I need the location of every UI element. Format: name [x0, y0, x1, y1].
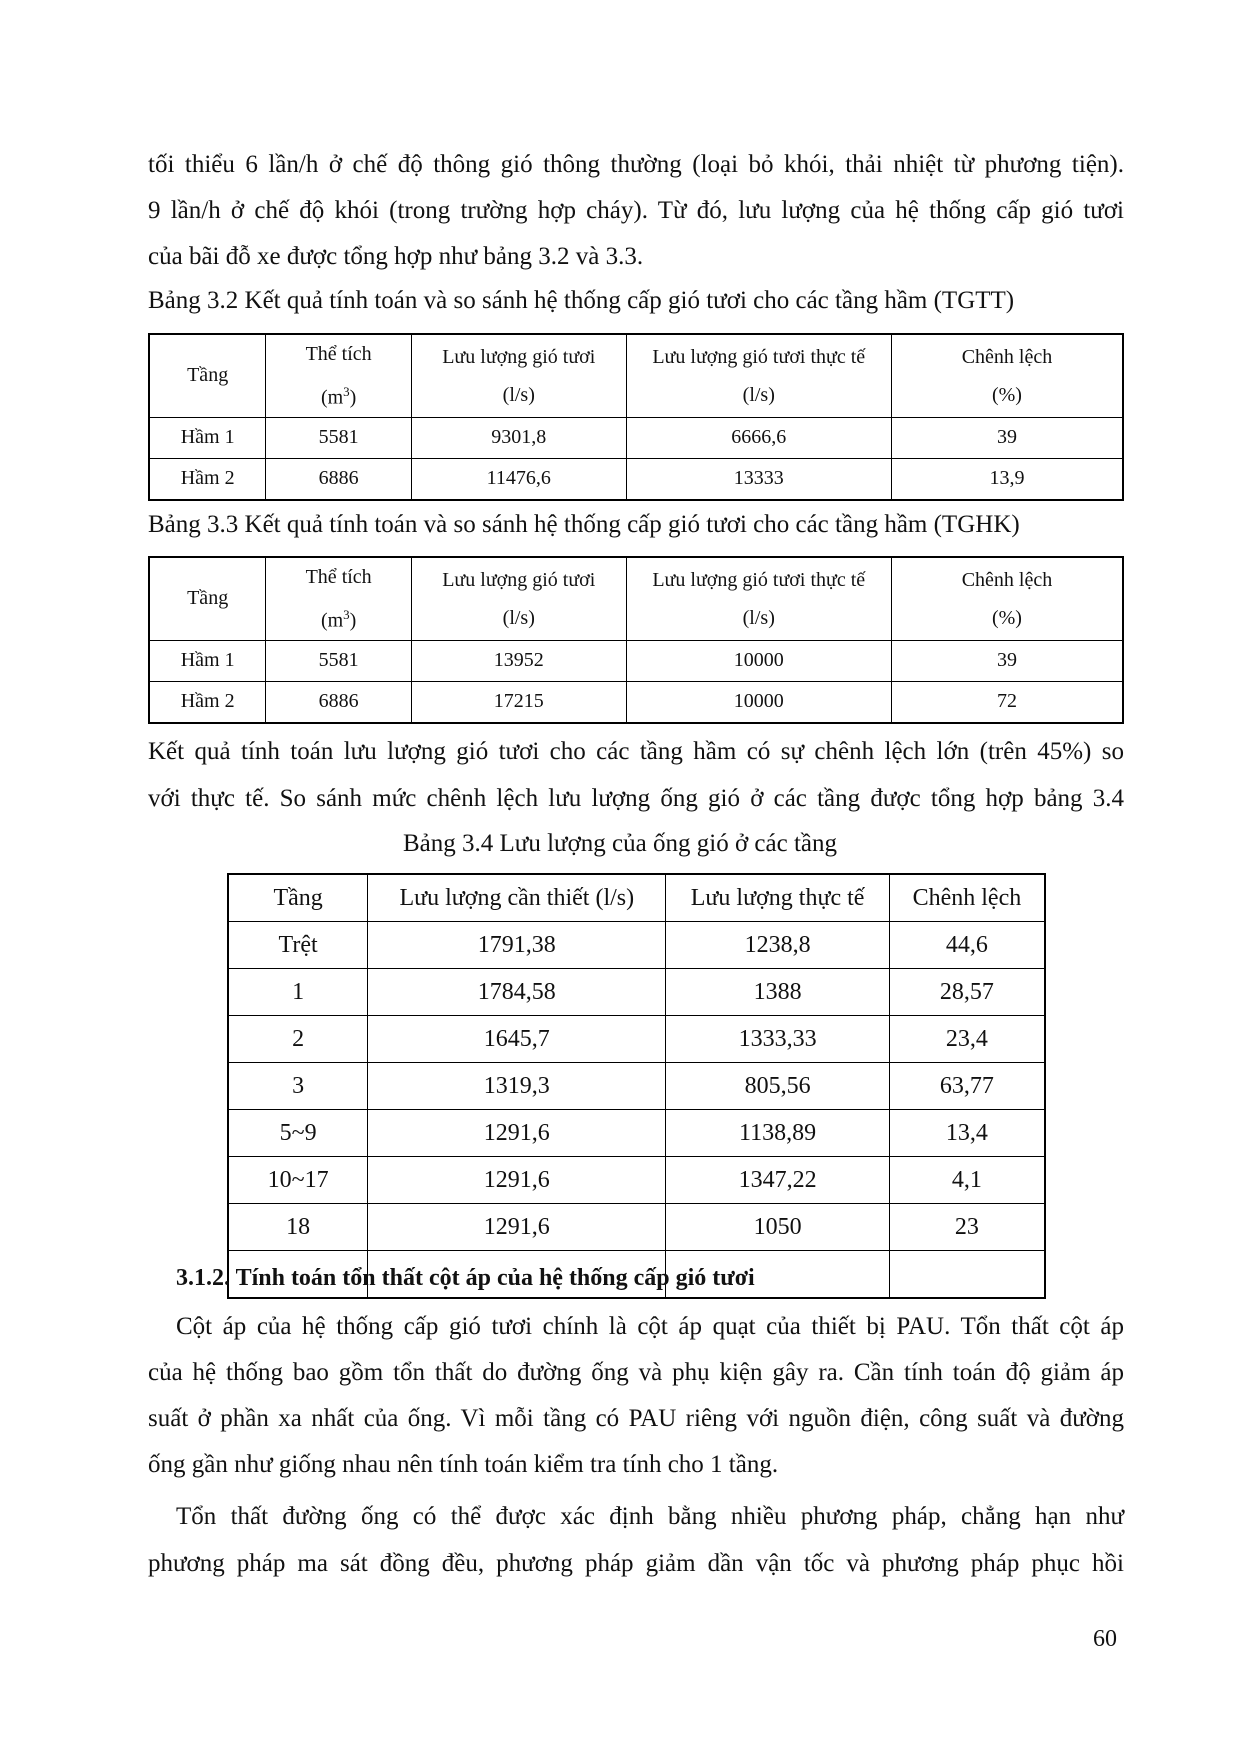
- table-cell: 5581: [266, 640, 412, 681]
- table-cell: 44,6: [889, 922, 1045, 969]
- paragraph-line: phương pháp ma sát đồng đều, phương pháp giảm dần vận tốc và phương pháp phục hồi: [148, 1550, 1124, 1577]
- section-heading: 3.1.2. Tính toán tổn thất cột áp của hệ thống cấp gió tươi: [176, 1265, 755, 1291]
- table-cell: 11476,6: [411, 458, 626, 500]
- table-cell: 23: [889, 1204, 1045, 1251]
- table-cell: [889, 1251, 1045, 1299]
- paragraph-line: 9 lần/h ở chế độ khói (trong trường hợp cháy). Từ đó, lưu lượng của hệ thống cấp gió tươi: [148, 197, 1124, 224]
- table-caption-3-3: Bảng 3.3 Kết quả tính toán và so sánh hệ thống cấp gió tươi cho các tầng hầm (TGHK): [148, 511, 1020, 538]
- table-cell: 5~9: [228, 1110, 368, 1157]
- table-caption-3-4: Bảng 3.4 Lưu lượng của ống gió ở các tầng: [403, 830, 837, 857]
- header-cell: Lưu lượng gió tươi thực tế (l/s): [626, 334, 891, 417]
- table-row: [149, 458, 1123, 500]
- header-cell: Lưu lượng gió tươi (l/s): [411, 334, 626, 417]
- table-cell: 39: [891, 417, 1123, 458]
- table-cell: 1238,8: [666, 922, 889, 969]
- paragraph-line: ống gần như giống nhau nên tính toán kiểm tra tính cho 1 tầng.: [148, 1451, 779, 1478]
- table-row: [228, 1157, 1045, 1204]
- table-cell: Hầm 1: [149, 640, 266, 681]
- paragraph-line: của bãi đỗ xe được tổng hợp như bảng 3.2 và 3.3.: [148, 243, 644, 270]
- table-cell: 1645,7: [368, 1016, 666, 1063]
- header-cell: Tầng: [149, 557, 266, 640]
- header-cell: Tầng: [149, 334, 266, 417]
- table-row: [228, 1204, 1045, 1251]
- header-cell: Lưu lượng gió tươi (l/s): [412, 557, 627, 640]
- table-row: [228, 922, 1045, 969]
- table-cell: 5581: [266, 417, 412, 458]
- table-row: [228, 1016, 1045, 1063]
- header-cell: Thể tích $(m^3)$: [266, 557, 412, 640]
- table-caption-3-2: Bảng 3.2 Kết quả tính toán và so sánh hệ thống cấp gió tươi cho các tầng hầm (TGTT): [148, 287, 1015, 314]
- table-cell: 10~17: [228, 1157, 368, 1204]
- table-cell: 1291,6: [368, 1204, 666, 1251]
- table-row: [149, 640, 1123, 681]
- table-cell: 9301,8: [411, 417, 626, 458]
- table-cell: Hầm 2: [149, 681, 266, 723]
- table-cell: 10000: [626, 681, 891, 723]
- table-cell: 17215: [412, 681, 627, 723]
- table-cell: 6886: [266, 458, 412, 500]
- table-cell: 13952: [412, 640, 627, 681]
- paragraph-line: Tổn thất đường ống có thể được xác định bằng nhiều phương pháp, chẳng hạn như: [176, 1503, 1124, 1530]
- header-cell: Lưu lượng thực tế: [666, 874, 889, 922]
- table-row: [228, 1063, 1045, 1110]
- table-cell: 4,1: [889, 1157, 1045, 1204]
- table-cell: 1138,89: [666, 1110, 889, 1157]
- table-cell: 6886: [266, 681, 412, 723]
- paragraph-line: với thực tế. So sánh mức chênh lệch lưu lượng ống gió ở các tầng được tổng hợp bảng 3.4: [148, 785, 1124, 812]
- table-cell: Trệt: [228, 922, 368, 969]
- header-cell: Chênh lệch (%): [891, 334, 1123, 417]
- table-cell: 18: [228, 1204, 368, 1251]
- table-3-2: [148, 333, 1124, 501]
- table-cell: 1050: [666, 1204, 889, 1251]
- header-cell: Lưu lượng gió tươi thực tế (l/s): [626, 557, 891, 640]
- table-row: [149, 681, 1123, 723]
- header-cell: Chênh lệch (%): [891, 557, 1123, 640]
- table-cell: 1: [228, 969, 368, 1016]
- table-cell: 1791,38: [368, 922, 666, 969]
- table-cell: Hầm 1: [149, 417, 266, 458]
- table-cell: 72: [891, 681, 1123, 723]
- paragraph-line: của hệ thống bao gồm tổn thất do đường ống và phụ kiện gây ra. Cần tính toán độ giảm áp: [148, 1359, 1124, 1386]
- header-cell: Tầng: [228, 874, 368, 922]
- table-cell: 1319,3: [368, 1063, 666, 1110]
- table-header-row: [149, 557, 1123, 640]
- table-3-4: [227, 873, 1046, 1299]
- table-cell: 23,4: [889, 1016, 1045, 1063]
- table-cell: 13,9: [891, 458, 1123, 500]
- page-number: 60: [1093, 1626, 1117, 1652]
- table-cell: Hầm 2: [149, 458, 266, 500]
- table-cell: 63,77: [889, 1063, 1045, 1110]
- table-cell: 1784,58: [368, 969, 666, 1016]
- table-cell: 28,57: [889, 969, 1045, 1016]
- table-cell: 3: [228, 1063, 368, 1110]
- table-row: [228, 969, 1045, 1016]
- header-cell: Chênh lệch: [889, 874, 1045, 922]
- table-cell: 1291,6: [368, 1110, 666, 1157]
- table-header-row: [149, 334, 1123, 417]
- table-cell: 805,56: [666, 1063, 889, 1110]
- table-cell: 10000: [626, 640, 891, 681]
- header-cell: Lưu lượng cần thiết (l/s): [368, 874, 666, 922]
- table-row: [149, 417, 1123, 458]
- paragraph-line: tối thiểu 6 lần/h ở chế độ thông gió thông thường (loại bỏ khói, thải nhiệt từ phương tiện).: [148, 151, 1124, 178]
- table-cell: 1347,22: [666, 1157, 889, 1204]
- table-cell: 1291,6: [368, 1157, 666, 1204]
- table-3-3: [148, 556, 1124, 724]
- header-cell: Thể tích $(m^3)$: [266, 334, 412, 417]
- paragraph-line: Kết quả tính toán lưu lượng gió tươi cho các tầng hầm có sự chênh lệch lớn (trên 45%) so: [148, 738, 1124, 765]
- table-cell: 13333: [626, 458, 891, 500]
- table-cell: 1333,33: [666, 1016, 889, 1063]
- table-cell: 1388: [666, 969, 889, 1016]
- table-row: [228, 1110, 1045, 1157]
- table-cell: 2: [228, 1016, 368, 1063]
- paragraph-line: Cột áp của hệ thống cấp gió tươi chính là cột áp quạt của thiết bị PAU. Tổn thất cột áp: [176, 1313, 1124, 1340]
- table-header-row: [228, 874, 1045, 922]
- table-cell: 13,4: [889, 1110, 1045, 1157]
- paragraph-line: suất ở phần xa nhất của ống. Vì mỗi tầng có PAU riêng với nguồn điện, công suất và đường: [148, 1405, 1124, 1432]
- table-cell: 6666,6: [626, 417, 891, 458]
- table-cell: 39: [891, 640, 1123, 681]
